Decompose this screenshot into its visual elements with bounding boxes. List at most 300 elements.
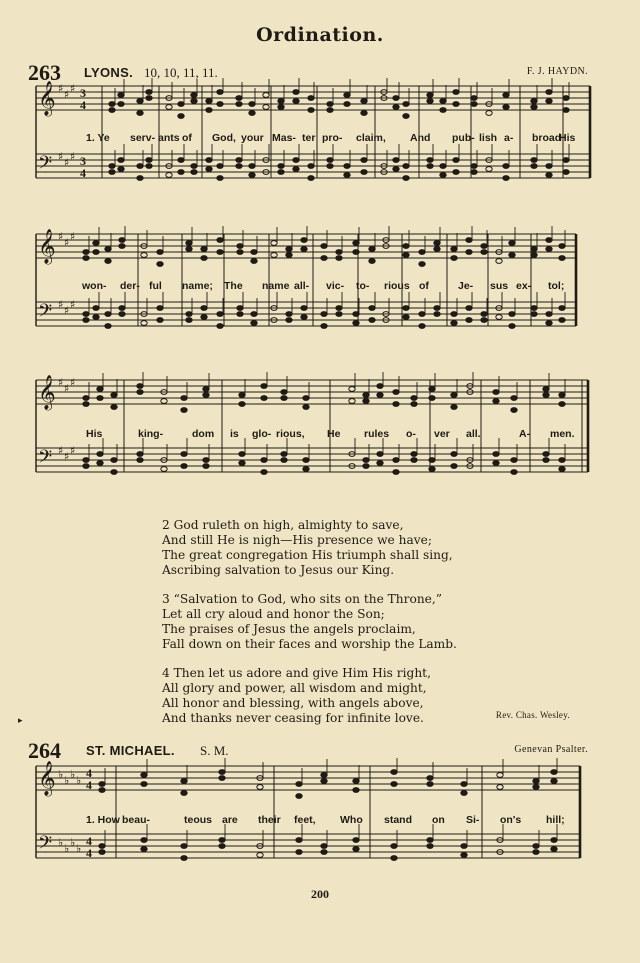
note-head [453, 170, 459, 175]
lyric-syllable: His [86, 428, 103, 440]
note-head [293, 99, 299, 104]
note-head [109, 164, 115, 169]
note-head [206, 99, 212, 104]
treble-clef-icon: 𝄞 [38, 761, 56, 796]
lyric-syllable: hill; [546, 814, 565, 826]
note-head [427, 844, 433, 849]
note-head [344, 173, 350, 178]
note-head [551, 847, 557, 852]
note-head [251, 250, 257, 255]
note-head [201, 247, 207, 252]
lyric-syllable: teous [184, 814, 213, 826]
note-head [301, 238, 307, 243]
note-head [186, 247, 192, 252]
lyric-syllable: dom [192, 428, 215, 440]
bass-clef-icon: 𝄢 [38, 301, 53, 326]
lyric-syllable: vic- [326, 280, 345, 292]
lyric-syllable: der- [120, 280, 140, 292]
lyric-syllable: name [262, 280, 290, 292]
note-head [219, 844, 225, 849]
flat-icon: ♭ [58, 768, 64, 781]
note-head [451, 312, 457, 317]
sharp-icon: ♯ [70, 150, 76, 163]
lyric-syllable: pub- [452, 132, 475, 144]
meter: S. M. [200, 743, 229, 758]
music-system-1 [34, 78, 592, 193]
note-head [303, 396, 309, 401]
note-head [181, 791, 187, 796]
note-head [186, 241, 192, 246]
note-head [466, 318, 472, 323]
lyric-syllable: ants [158, 132, 180, 144]
time-signature-top: 4 [86, 766, 92, 780]
note-head [353, 847, 359, 852]
note-head [349, 387, 355, 392]
note-head [321, 779, 327, 784]
note-head [105, 259, 111, 264]
note-head [161, 467, 167, 472]
note-head [531, 312, 537, 317]
note-head [178, 114, 184, 119]
lyric-syllable: claim, [356, 132, 386, 144]
note-head [286, 253, 292, 258]
lyric-syllable: rious, [276, 428, 305, 440]
note-head [481, 312, 487, 317]
note-head [217, 324, 223, 329]
note-head [509, 241, 515, 246]
note-head [391, 856, 397, 861]
flat-icon: ♭ [70, 768, 76, 781]
note-head [493, 390, 499, 395]
note-head [83, 396, 89, 401]
note-head [471, 164, 477, 169]
lyric-syllable: rules [364, 428, 390, 440]
note-head [191, 170, 197, 175]
note-head [453, 90, 459, 95]
note-head [419, 324, 425, 329]
note-head [453, 158, 459, 163]
note-head [203, 387, 209, 392]
note-head [391, 770, 397, 775]
note-head [551, 770, 557, 775]
time-signature-top: 3 [80, 86, 86, 100]
lyric-syllable: ver [434, 428, 450, 440]
note-head [440, 173, 446, 178]
note-head [301, 315, 307, 320]
flat-icon: ♭ [76, 842, 82, 855]
note-head [99, 850, 105, 855]
note-head [137, 452, 143, 457]
note-head [203, 464, 209, 469]
note-head [286, 318, 292, 323]
note-head [263, 105, 269, 110]
note-head [303, 405, 309, 410]
note-head [466, 238, 472, 243]
note-head [533, 844, 539, 849]
note-head [191, 93, 197, 98]
note-head [178, 158, 184, 163]
lyric-syllable: all. [466, 428, 481, 440]
note-head [543, 452, 549, 457]
verse-line: 4 Then let us adore and give Him His right, [162, 666, 431, 680]
note-head [203, 458, 209, 463]
note-head [261, 384, 267, 389]
lyric-syllable: are [222, 814, 238, 826]
note-head [461, 853, 467, 858]
note-head [278, 170, 284, 175]
note-head [278, 99, 284, 104]
note-head [118, 167, 124, 172]
note-head [83, 256, 89, 261]
note-head [111, 405, 117, 410]
note-head [321, 244, 327, 249]
tune-name: LYONS. [84, 65, 134, 80]
lyric-syllable: of [419, 280, 429, 292]
sharp-icon: ♯ [64, 304, 70, 317]
note-head [503, 164, 509, 169]
lyric-syllable: on's [500, 814, 522, 826]
note-head [257, 853, 263, 858]
note-head [237, 250, 243, 255]
note-head [344, 164, 350, 169]
note-head [546, 247, 552, 252]
sharp-icon: ♯ [70, 230, 76, 243]
note-head [509, 324, 515, 329]
note-head [451, 405, 457, 410]
note-head [427, 164, 433, 169]
note-head [293, 158, 299, 163]
note-head [486, 167, 492, 172]
note-head [249, 164, 255, 169]
note-head [336, 312, 342, 317]
note-head [531, 306, 537, 311]
note-head [157, 306, 163, 311]
note-head [440, 99, 446, 104]
note-head [201, 315, 207, 320]
note-head [563, 108, 569, 113]
verse-line: 3 “Salvation to God, who sits on the Throne,” [162, 592, 442, 606]
sharp-icon: ♯ [58, 230, 64, 243]
note-head [377, 384, 383, 389]
note-head [481, 250, 487, 255]
note-head [137, 384, 143, 389]
note-head [239, 393, 245, 398]
note-head [166, 105, 172, 110]
lyric-syllable: beau- [122, 814, 151, 826]
verse-line: All honor and blessing, with angels above, [162, 696, 424, 710]
note-head [369, 306, 375, 311]
note-head [393, 402, 399, 407]
note-head [83, 312, 89, 317]
note-head [251, 321, 257, 326]
note-head [271, 253, 277, 258]
note-head [391, 782, 397, 787]
composer: F. J. HAYDN. [526, 66, 588, 77]
note-head [369, 247, 375, 252]
note-head [286, 247, 292, 252]
note-head [119, 306, 125, 311]
note-head [403, 315, 409, 320]
note-head [137, 111, 143, 116]
note-head [111, 458, 117, 463]
note-head [434, 247, 440, 252]
lyric-syllable: pro- [322, 132, 343, 144]
note-head [419, 262, 425, 267]
verse-line: Let all cry aloud and honor the Son; [162, 607, 385, 621]
treble-clef-icon: 𝄞 [38, 375, 56, 410]
note-head [281, 452, 287, 457]
note-head [206, 108, 212, 113]
note-head [327, 158, 333, 163]
note-head [451, 464, 457, 469]
note-head [466, 306, 472, 311]
note-head [181, 408, 187, 413]
note-head [411, 452, 417, 457]
lyric-syllable: stand [384, 814, 413, 826]
bass-clef-icon: 𝄢 [38, 447, 53, 472]
lyric-syllable: sus [490, 280, 509, 292]
note-head [217, 250, 223, 255]
note-head [249, 102, 255, 107]
sharp-icon: ♯ [64, 236, 70, 249]
note-head [546, 238, 552, 243]
note-head [509, 312, 515, 317]
note-head [563, 96, 569, 101]
lyric-syllable: ex- [516, 280, 532, 292]
note-head [239, 461, 245, 466]
verse-line: And thanks never ceasing for infinite love. [162, 711, 424, 725]
note-head [303, 467, 309, 472]
note-head [296, 850, 302, 855]
note-head [93, 315, 99, 320]
lyric-syllable: serv- [130, 132, 156, 144]
note-head [296, 794, 302, 799]
note-head [236, 96, 242, 101]
lyric-syllable: on [432, 814, 445, 826]
note-head [353, 838, 359, 843]
note-head [201, 306, 207, 311]
note-head [419, 312, 425, 317]
note-head [531, 253, 537, 258]
note-head [219, 770, 225, 775]
note-head [559, 306, 565, 311]
note-head [83, 464, 89, 469]
note-head [83, 318, 89, 323]
note-head [361, 170, 367, 175]
note-head [461, 782, 467, 787]
note-head [308, 108, 314, 113]
note-head [336, 250, 342, 255]
note-head [349, 399, 355, 404]
note-head [497, 773, 503, 778]
note-head [393, 458, 399, 463]
note-head [427, 93, 433, 98]
music-system-4 [34, 758, 592, 878]
note-head [296, 782, 302, 787]
note-head [146, 90, 152, 95]
lyric-syllable: God, [212, 132, 236, 144]
note-head [559, 467, 565, 472]
note-head [118, 102, 124, 107]
flat-icon: ♭ [58, 836, 64, 849]
note-head [97, 452, 103, 457]
note-head [281, 396, 287, 401]
bass-clef-icon: 𝄢 [38, 833, 53, 858]
note-head [361, 111, 367, 116]
note-head [393, 167, 399, 172]
lyric-syllable: name; [182, 280, 213, 292]
lyric-syllable: is [230, 428, 239, 440]
note-head [137, 99, 143, 104]
note-head [481, 318, 487, 323]
note-head [308, 164, 314, 169]
time-signature-bottom: 4 [80, 98, 86, 112]
note-head [559, 256, 565, 261]
lyric-syllable: won- [82, 280, 107, 292]
note-head [509, 253, 515, 258]
note-head [146, 96, 152, 101]
verse-line: The praises of Jesus the angels proclaim, [162, 622, 416, 636]
note-head [141, 773, 147, 778]
note-head [109, 108, 115, 113]
note-head [109, 170, 115, 175]
note-head [111, 393, 117, 398]
note-head [141, 253, 147, 258]
note-head [531, 164, 537, 169]
note-head [308, 96, 314, 101]
note-head [393, 158, 399, 163]
note-head [157, 250, 163, 255]
note-head [363, 464, 369, 469]
flat-icon: ♭ [76, 774, 82, 787]
note-head [97, 387, 103, 392]
note-head [393, 390, 399, 395]
note-head [137, 176, 143, 181]
note-head [178, 102, 184, 107]
verse-line: 2 God ruleth on high, almighty to save, [162, 518, 404, 532]
lyric-syllable: A- [519, 428, 531, 440]
note-head [237, 306, 243, 311]
music-system-3 [34, 372, 592, 492]
author-credit: Rev. Chas. Wesley. [495, 710, 570, 720]
note-head [546, 312, 552, 317]
note-head [427, 99, 433, 104]
music-staff-2 [34, 226, 592, 341]
note-head [434, 241, 440, 246]
tune-name: ST. MICHAEL. [86, 743, 175, 758]
note-head [411, 458, 417, 463]
note-head [451, 247, 457, 252]
lyric-syllable: Si- [466, 814, 480, 826]
note-head [146, 164, 152, 169]
note-head [278, 164, 284, 169]
note-head [261, 458, 267, 463]
lyric-syllable: His [559, 132, 576, 144]
note-head [403, 102, 409, 107]
note-head [257, 785, 263, 790]
note-head [531, 247, 537, 252]
note-head [293, 167, 299, 172]
note-head [141, 321, 147, 326]
lyric-syllable: of [182, 132, 192, 144]
treble-clef-icon: 𝄞 [38, 229, 56, 264]
lyric-syllable: rious [384, 280, 410, 292]
note-head [203, 393, 209, 398]
lyric-syllable: lish [479, 132, 498, 144]
bass-clef-icon: 𝄢 [38, 153, 53, 178]
note-head [434, 312, 440, 317]
sharp-icon: ♯ [70, 444, 76, 457]
lyric-syllable: 1. Ye [86, 132, 110, 144]
note-head [286, 312, 292, 317]
note-head [181, 464, 187, 469]
note-head [427, 782, 433, 787]
note-head [237, 244, 243, 249]
note-head [191, 99, 197, 104]
note-head [546, 99, 552, 104]
note-head [344, 93, 350, 98]
note-head [118, 158, 124, 163]
hymn-264-header [28, 738, 588, 763]
lyric-syllable: your [241, 132, 264, 144]
note-head [217, 90, 223, 95]
note-head [403, 164, 409, 169]
note-head [546, 321, 552, 326]
note-head [471, 96, 477, 101]
note-head [369, 318, 375, 323]
note-head [377, 461, 383, 466]
lyric-syllable: glo- [252, 428, 272, 440]
lyric-syllable: ful [149, 280, 162, 292]
note-head [440, 108, 446, 113]
note-head [411, 396, 417, 401]
note-head [181, 844, 187, 849]
note-head [251, 312, 257, 317]
note-head [363, 393, 369, 398]
note-head [419, 250, 425, 255]
note-head [321, 850, 327, 855]
note-head [461, 791, 467, 796]
lyric-syllable: o- [406, 428, 416, 440]
note-head [493, 452, 499, 457]
section-title: Ordination. [256, 24, 384, 46]
note-head [181, 452, 187, 457]
note-head [206, 158, 212, 163]
note-head [533, 785, 539, 790]
hymn-number: 264 [28, 738, 61, 763]
sharp-icon: ♯ [70, 298, 76, 311]
note-head [236, 164, 242, 169]
note-head [181, 779, 187, 784]
verses-block [162, 518, 562, 740]
note-head [206, 167, 212, 172]
lyric-syllable: a- [504, 132, 514, 144]
note-head [157, 318, 163, 323]
note-head [559, 318, 565, 323]
note-head [361, 158, 367, 163]
note-head [281, 390, 287, 395]
note-head [166, 173, 172, 178]
note-head [111, 470, 117, 475]
note-head [511, 470, 517, 475]
note-head [503, 105, 509, 110]
note-head [559, 458, 565, 463]
sharp-icon: ♯ [64, 88, 70, 101]
note-head [353, 779, 359, 784]
lyric-syllable: 1. How [86, 814, 120, 826]
note-head [511, 408, 517, 413]
note-head [137, 164, 143, 169]
